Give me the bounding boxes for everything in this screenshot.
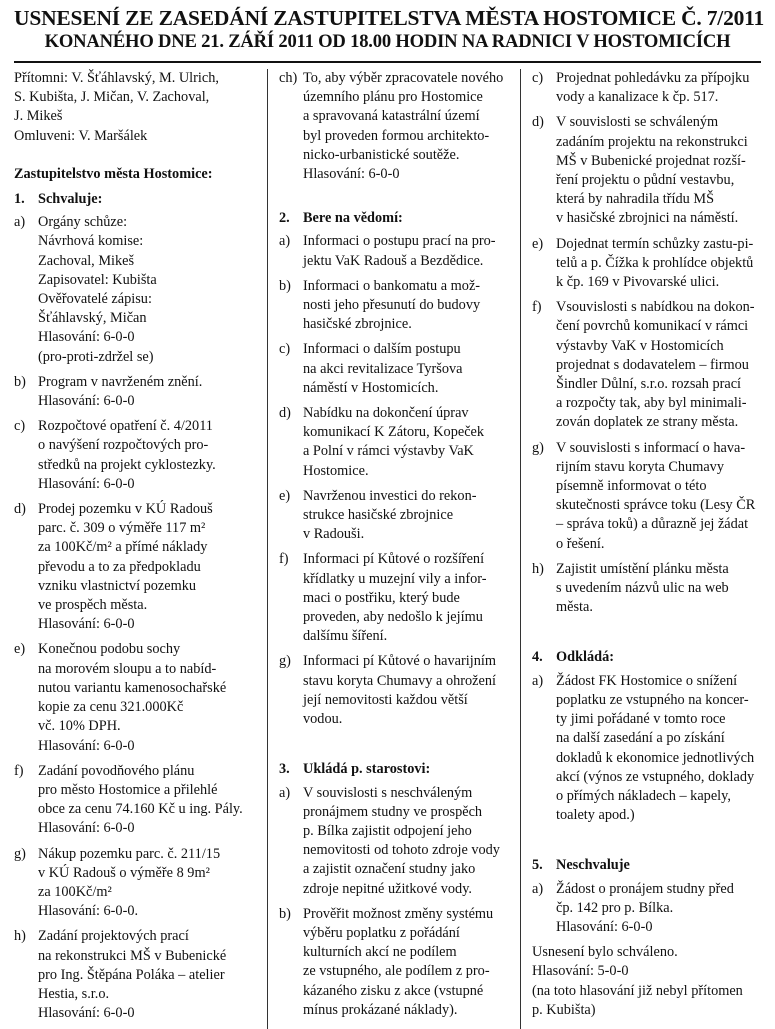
item-text: [303, 277, 512, 335]
item-line: Navrženou investici do rekon-: [303, 487, 477, 504]
item-text: [556, 672, 758, 826]
item-text: [556, 560, 758, 618]
list-item: [14, 845, 259, 922]
item-line: ty jimi pořádané v tomto roce: [556, 711, 726, 728]
item-line: Návrhová komise:: [38, 233, 144, 250]
attendance-line: S. Kubišta, J. Mičan, V. Zachoval,: [14, 89, 210, 106]
item-text: [556, 113, 758, 228]
item-line: a Polní v rámci výstavby VaK: [303, 443, 474, 460]
item-letter: a): [279, 784, 291, 801]
list-item: [279, 550, 512, 646]
item-text: [303, 232, 512, 270]
item-line: toalety apod.): [556, 807, 635, 824]
list-item: [14, 417, 259, 494]
item-text: [303, 784, 512, 899]
item-letter: ch): [279, 70, 298, 86]
item-line: Hostomice.: [303, 462, 369, 479]
item-line: Hlasování: 6-0-0: [556, 918, 653, 935]
list-item: [279, 652, 512, 729]
attendance-line: J. Mikeš: [14, 108, 63, 125]
item-line: Žádost FK Hostomice o snížení: [556, 672, 738, 689]
list-item: [279, 404, 512, 481]
item-line: Hlasování: 6-0-0: [38, 737, 135, 754]
item-line: ze vstupného, ale podílem z pro-: [303, 963, 490, 980]
item-line: Informaci pí Kůtové o rozšíření: [303, 551, 485, 568]
item-line: Zadání povodňového plánu: [38, 762, 195, 779]
list-item: [532, 880, 758, 938]
list-item: [279, 69, 512, 184]
item-letter: g): [279, 653, 291, 670]
document-title: USNESENÍ ZE ZASEDÁNÍ ZASTUPITELSTVA MĚSTA HOSTOMICE Č. 7/2011: [14, 6, 765, 30]
item-line: Šťáhlavský, Mičan: [38, 310, 147, 327]
item-line: Rozpočtové opatření č. 4/2011: [38, 418, 213, 435]
item-line: vodou.: [303, 711, 343, 728]
item-line: komunikací K Zátoru, Kopeček: [303, 424, 485, 441]
item-line: Hlasování: 6-0-0: [38, 393, 135, 410]
item-text: [556, 880, 758, 938]
item-line: V souvislosti se schváleným: [556, 114, 719, 131]
item-line: Nákup pozemku parc. č. 211/15: [38, 845, 221, 862]
item-text: [303, 550, 512, 646]
list-item: [279, 784, 512, 899]
item-line: středků na projekt cyklostezky.: [38, 456, 216, 473]
item-letter: d): [279, 405, 291, 422]
item-text: [556, 439, 758, 554]
item-letter: h): [14, 928, 26, 945]
item-line: s uvedením názvů ulic na web: [556, 580, 729, 597]
section-number: 2.: [279, 210, 290, 227]
list-item: [279, 340, 512, 398]
item-line: strukce hasičské zbrojnice: [303, 507, 454, 524]
item-letter: b): [279, 277, 291, 294]
item-text: [38, 417, 259, 494]
closing-line: Usnesení bylo schváleno.: [532, 944, 678, 961]
item-line: poplatku ze vstupného na koncer-: [556, 691, 749, 708]
item-line: akcí (výnos ze vstupného, doklady: [556, 768, 755, 785]
item-line: nicko-urbanistické soutěže.: [303, 146, 460, 163]
item-line: Šindler Důlní, s.r.o. rozsah prací: [556, 376, 742, 393]
item-line: k čp. 169 v Pivovarské ulici.: [556, 274, 720, 291]
item-letter: c): [14, 418, 26, 435]
attendance-line: Přítomni: V. Šťáhlavský, M. Ulrich,: [14, 70, 219, 86]
item-line: Zachoval, Mikeš: [38, 252, 135, 269]
item-line: Program v navrženém znění.: [38, 373, 203, 390]
item-text: [38, 762, 259, 839]
item-line: zdroje nepitné užitkové vody.: [303, 880, 472, 897]
item-line: kázaného zisku z akce (vstupné: [303, 982, 484, 999]
item-line: její nemovitosti každou větší: [303, 691, 468, 708]
item-line: projednat s dodavatelem – firmou: [556, 356, 749, 373]
item-text: [38, 640, 259, 755]
item-text: [303, 69, 512, 184]
item-line: města.: [556, 599, 593, 616]
item-line: MŠ v Bubenické projednat rozší-: [556, 152, 746, 169]
item-line: hasičské zbrojnice.: [303, 316, 412, 333]
header-rule: [14, 61, 761, 63]
item-line: a rozpočty tak, aby byl minimali-: [556, 395, 747, 412]
section-number: 1.: [14, 191, 25, 208]
section-1-heading: [14, 190, 259, 209]
item-line: Prověřit možnost změny systému: [303, 905, 494, 922]
item-line: Hlasování: 6-0-0: [38, 475, 135, 492]
item-letter: a): [279, 233, 291, 250]
item-text: [38, 373, 259, 411]
list-item: [14, 762, 259, 839]
section-title: Odkládá:: [556, 649, 615, 666]
column-2: [267, 69, 520, 1029]
document-header: [14, 6, 765, 63]
item-line: maci o postřiku, který bude: [303, 589, 460, 606]
attendance: [14, 69, 259, 127]
item-line: územního plánu pro Hostomice: [303, 89, 483, 106]
item-letter: b): [14, 373, 26, 390]
section-title: Schvaluje:: [38, 191, 103, 208]
list-item: [14, 373, 259, 411]
section-number: 3.: [279, 761, 290, 778]
item-line: zován doplatek ze strany města.: [556, 414, 739, 431]
item-text: [556, 235, 758, 293]
closing-note: [532, 943, 758, 1020]
item-line: Vsouvislosti s nabídkou na dokon-: [556, 299, 755, 316]
list-item: [14, 927, 259, 1023]
item-line: křídlatky u muzejní vily a infor-: [303, 570, 487, 587]
item-letter: f): [14, 762, 24, 779]
item-text: [303, 404, 512, 481]
list-item: [14, 213, 259, 367]
columns: [14, 69, 761, 1029]
item-line: Hlasování: 6-0-0: [38, 616, 135, 633]
list-item: [279, 277, 512, 335]
item-letter: f): [279, 551, 289, 568]
item-letter: a): [14, 214, 26, 231]
item-line: V souvislosti s neschváleným: [303, 784, 473, 801]
list-item: [14, 640, 259, 755]
section-number: 5.: [532, 857, 543, 874]
item-line: – správa toků) a důrazně jej žádat: [556, 516, 749, 533]
list-item: [279, 487, 512, 545]
item-text: [38, 845, 259, 922]
item-line: která by nahradila třídu MŠ: [556, 191, 715, 208]
item-line: To, aby výběr zpracovatele nového: [303, 70, 504, 86]
item-letter: c): [532, 70, 544, 86]
item-line: byl proveden formou architekto-: [303, 127, 490, 144]
item-line: pro Ing. Štěpána Poláka – atelier: [38, 966, 225, 983]
item-line: Dojednat termín schůzky zastu-pi-: [556, 235, 754, 252]
list-item: [532, 298, 758, 432]
list-item: [532, 113, 758, 228]
item-text: [303, 652, 512, 729]
item-line: Nabídku na dokončení úprav: [303, 405, 469, 422]
item-letter: e): [14, 641, 26, 658]
item-line: Hlasování: 6-0-0: [38, 820, 135, 837]
item-line: (pro-proti-zdržel se): [38, 348, 154, 365]
item-letter: g): [14, 845, 26, 862]
item-line: Projednat pohledávku za přípojku: [556, 70, 750, 86]
item-line: za 100Kč/m² a přímé náklady: [38, 539, 208, 556]
item-line: výstavby VaK v Hostomicích: [556, 337, 724, 354]
item-line: dalšímu šíření.: [303, 628, 388, 645]
item-line: Informaci o bankomatu a mož-: [303, 277, 481, 294]
item-line: stavu koryta Chumavy a ohrožení: [303, 672, 496, 689]
item-line: o řešení.: [556, 535, 605, 552]
item-letter: e): [532, 235, 544, 252]
item-line: písemně informovat o této: [556, 478, 707, 495]
section-1-item-ch: [279, 69, 512, 184]
list-item: [14, 500, 259, 634]
section-5-items: [532, 880, 758, 938]
section-2-heading: [279, 209, 512, 228]
section-5-heading: [532, 856, 758, 875]
item-letter: e): [279, 487, 291, 504]
item-line: Hlasování: 6-0-0: [38, 329, 135, 346]
excused: Omluveni: V. Maršálek: [14, 127, 148, 144]
closing-line: Hlasování: 5-0-0: [532, 963, 629, 980]
item-line: Informaci pí Kůtové o havarijním: [303, 653, 496, 670]
item-line: Zajistit umístění plánku města: [556, 560, 729, 577]
item-line: Konečnou podobu sochy: [38, 641, 181, 658]
item-line: Informaci o postupu prací na pro-: [303, 233, 496, 250]
item-line: za 100Kč/m²: [38, 883, 112, 900]
item-letter: g): [532, 439, 544, 456]
item-line: na rekonstrukci MŠ v Bubenické: [38, 947, 227, 964]
item-line: výběru poplatku z pořádání: [303, 924, 460, 941]
item-line: V souvislosti s informací o hava-: [556, 439, 746, 456]
section-title: Ukládá p. starostovi:: [303, 761, 431, 778]
item-line: Hestia, s.r.o.: [38, 985, 110, 1002]
item-line: ve prospěch města.: [38, 597, 148, 614]
document-subtitle: KONANÉHO DNE 21. ZÁŘÍ 2011 OD 18.00 HODIN NA RADNICI V HOSTOMICÍCH: [44, 31, 731, 52]
item-line: nemovitosti od tohoto zdroje vody: [303, 842, 500, 859]
item-line: Zapisovatel: Kubišta: [38, 271, 157, 288]
item-letter: d): [14, 501, 26, 518]
item-line: čp. 142 pro p. Bílka.: [556, 899, 674, 916]
closing-line: p. Kubišta): [532, 1001, 596, 1018]
item-text: [303, 905, 512, 1020]
item-letter: b): [279, 905, 291, 922]
item-line: Prodej pozemku v KÚ Radouš: [38, 501, 213, 518]
item-line: Ověřovatelé zápisu:: [38, 291, 152, 308]
column-3: [520, 69, 760, 1029]
section-2-items: [279, 232, 512, 729]
item-line: parc. č. 309 o výměře 117 m²: [38, 520, 206, 537]
section-4-heading: [532, 648, 758, 667]
item-line: rijním stavu koryta Chumavy: [556, 458, 724, 475]
item-letter: f): [532, 299, 542, 316]
item-line: na akci revitalizace Tyršova: [303, 360, 463, 377]
item-line: kopie za cenu 321.000Kč: [38, 699, 184, 716]
council-heading: Zastupitelstvo města Hostomice:: [14, 165, 213, 182]
item-line: Zadání projektových prací: [38, 928, 189, 945]
item-line: telů a p. Čížka k prohlídce objektů: [556, 254, 754, 271]
item-letter: c): [279, 341, 291, 358]
item-line: nosti jeho přesunutí do budovy: [303, 297, 481, 314]
item-letter: d): [532, 114, 544, 131]
item-line: pro město Hostomice a přilehlé: [38, 781, 218, 798]
item-line: Hlasování: 6-0-0.: [38, 903, 139, 920]
section-4-items: [532, 672, 758, 826]
item-line: na morovém sloupu a to nabíd-: [38, 660, 217, 677]
item-text: [556, 298, 758, 432]
item-text: [303, 487, 512, 545]
item-text: [38, 500, 259, 634]
item-line: Hlasování: 6-0-0: [303, 166, 400, 183]
section-title: Neschvaluje: [556, 857, 630, 874]
list-item: [532, 672, 758, 826]
section-title: Bere na vědomí:: [303, 210, 403, 227]
item-line: o přímých nákladech – kapely,: [556, 787, 731, 804]
list-item: [532, 560, 758, 618]
item-line: Žádost o pronájem studny před: [556, 880, 734, 897]
list-item: [279, 232, 512, 270]
item-line: v hasičské zbrojnici na náměstí.: [556, 210, 739, 227]
item-line: dokladů k ekonomice jednotlivých: [556, 749, 755, 766]
item-line: v Radouši.: [303, 526, 365, 543]
item-line: skutečnosti správce toku (Lesy ČR: [556, 497, 756, 514]
item-line: proveden, aby nedošlo k jejímu: [303, 609, 483, 626]
item-line: kulturních akcí ne podílem: [303, 944, 457, 961]
item-line: vč. 10% DPH.: [38, 718, 121, 735]
list-item: [532, 69, 758, 107]
item-line: čení povrchů komunikací v rámci: [556, 318, 749, 335]
item-text: [303, 340, 512, 398]
item-line: v KÚ Radouš o výměře 8 9m²: [38, 864, 210, 881]
item-line: převodu a to za předpokladu: [38, 558, 201, 575]
item-text: [38, 927, 259, 1023]
item-letter: h): [532, 560, 544, 577]
item-line: Orgány schůze:: [38, 214, 128, 231]
item-line: náměstí v Hostomicích.: [303, 379, 439, 396]
item-line: pronájmem studny ve prospěch: [303, 803, 483, 820]
item-line: a zajistit označení studny jako: [303, 861, 476, 878]
item-line: mínus prokázané náklady).: [303, 1001, 458, 1018]
item-line: nutou variantu kamenosochařské: [38, 679, 227, 696]
item-line: ření projektu o půdní vestavbu,: [556, 172, 735, 189]
item-text: [38, 213, 259, 367]
item-line: obce za cenu 74.160 Kč u ing. Pály.: [38, 801, 243, 818]
item-text: [556, 69, 758, 107]
section-3-items: [279, 784, 512, 1020]
item-line: vzniku vlastnictví pozemku: [38, 577, 197, 594]
item-line: o navýšení rozpočtových pro-: [38, 437, 209, 454]
item-line: a spravovaná katastrální území: [303, 108, 480, 125]
item-line: vody a kanalizace k čp. 517.: [556, 89, 719, 106]
item-line: p. Bílka zajistit odpojení jeho: [303, 822, 472, 839]
section-3-heading: [279, 760, 512, 779]
section-1-items: [14, 213, 259, 1023]
item-line: jektu VaK Radouš a Bezdědice.: [303, 252, 484, 269]
item-line: Informaci o dalším postupu: [303, 341, 461, 358]
item-letter: a): [532, 672, 544, 689]
closing-line: (na toto hlasování již nebyl přítomen: [532, 982, 743, 999]
list-item: [532, 439, 758, 554]
item-line: na další zasedání a po získání: [556, 730, 725, 747]
list-item: [532, 235, 758, 293]
item-line: Hlasování: 6-0-0: [38, 1005, 135, 1022]
section-3-items-continued: [532, 69, 758, 617]
item-letter: a): [532, 880, 544, 897]
list-item: [279, 905, 512, 1020]
item-line: zadáním projektu na rekonstrukci: [556, 133, 748, 150]
section-number: 4.: [532, 649, 543, 666]
column-1: [14, 69, 267, 1029]
